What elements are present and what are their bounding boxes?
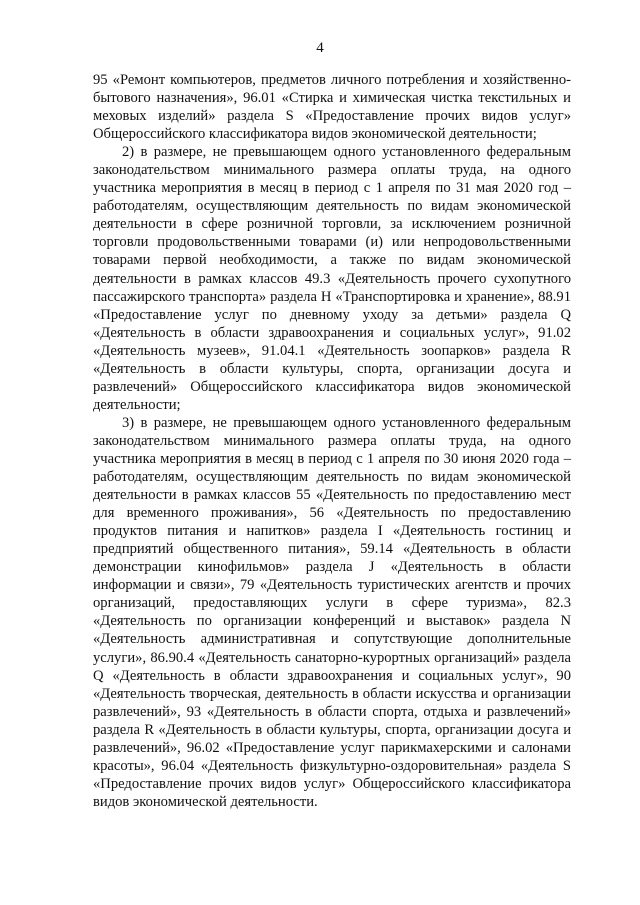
paragraph-continuation: 95 «Ремонт компьютеров, предметов личного потребления и хозяйственно-бытового назначения», 96.01 «Стирка и химическая чистка текстильных и меховых изделий» раздела S «Предоставление прочих видов услуг» Общероссийского классификатора видов экономической деятельности;: [93, 72, 571, 143]
page-number: 4: [316, 40, 324, 56]
paragraph-item-3: 3) в размере, не превышающем одного установленного федеральным законодательством минимального размера оплаты труда, на одного участника мероприятия в месяц в период с 1 апреля по 30 июня 2020 года – работодателям, осуществляющим деятельность по видам экономической деятельности в рамках классов 55 «Деятельность по предоставлению мест для временного проживания», 56 «Деятельность по предоставлению продуктов питания и напитков» раздела I «Деятельность гостиниц и предприятий общественного питания», 59.14 «Деятельность в области демонстрации кинофильмов» раздела J «Деятельность в области информации и связи», 79 «Деятельность туристических агентств и прочих организаций, предоставляющих услуги в сфере туризма», 82.3 «Деятельность по организации конференций и выставок» раздела N «Деятельность административная и сопутствующие дополнительные услуги», 86.90.4 «Деятельность санаторно-курортных организаций» раздела Q «Деятельность в области здравоохранения и социальных услуг», 90 «Деятельность творческая, деятельность в области искусства и организации развлечений», 93 «Деятельность в области спорта, отдыха и развлечений» раздела R «Деятельность в области культуры, спорта, организации досуга и развлечений», 96.02 «Предоставление услуг парикмахерскими и салонами красоты», 96.04 «Деятельность физкультурно-оздоровительная» раздела S «Предоставление прочих видов услуг» Общероссийского классификатора видов экономической деятельности.: [93, 414, 571, 810]
document-body: [93, 71, 571, 811]
paragraph-item-2: 2) в размере, не превышающем одного установленного федеральным законодательством минимального размера оплаты труда, на одного участника мероприятия в месяц в период с 1 апреля по 31 мая 2020 год – работодателям, осуществляющим деятельность по видам экономической деятельности в сфере розничной торговли, за исключением розничной торговли продовольственными товарами (и) или непродовольственными товарами первой необходимости, а также по видам экономической деятельности в рамках классов 49.3 «Деятельность прочего сухопутного пассажирского транспорта» раздела H «Транспортировка и хранение», 88.91 «Предоставление услуг по дневному уходу за детьми» раздела Q «Деятельность в области здравоохранения и социальных услуг», 91.02 «Деятельность музеев», 91.04.1 «Деятельность зоопарков» раздела R «Деятельность в области культуры, спорта, организации досуга и развлечений» Общероссийского классификатора видов экономической деятельности;: [93, 144, 571, 413]
